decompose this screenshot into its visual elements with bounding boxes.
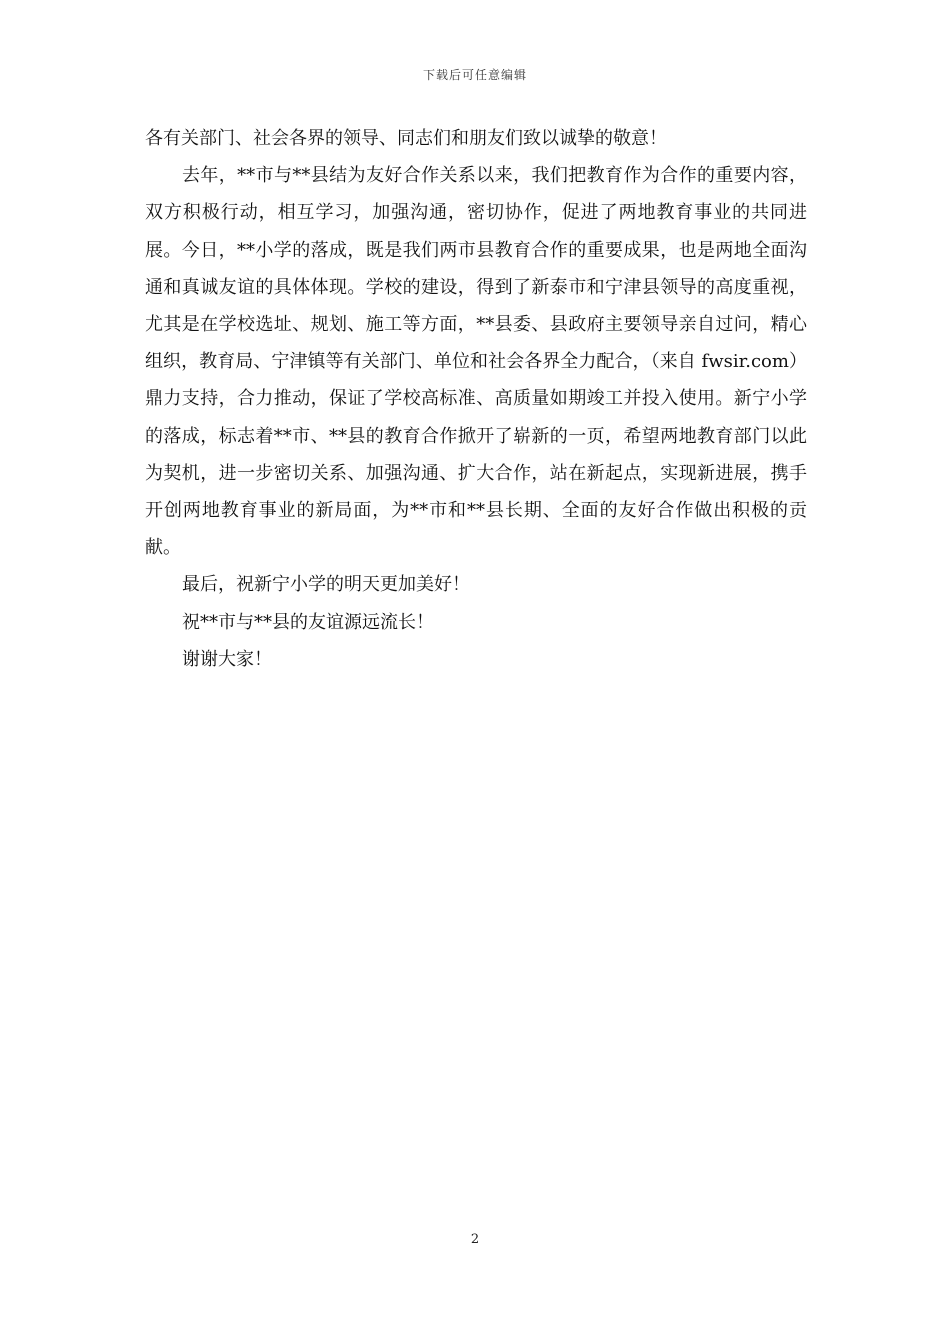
page-number: 2: [470, 1232, 480, 1247]
paragraph-closing-wish-friendship: 祝**市与**县的友谊源远流长！: [182, 611, 434, 633]
paragraph-thanks: 谢谢大家！: [182, 648, 272, 670]
paragraph-closing-wish-school: 最后，祝新宁小学的明天更加美好！: [182, 574, 470, 596]
page-header: 下载后可任意编辑: [422, 68, 527, 82]
paragraph-main-body: 去年，**市与**县结为友好合作关系以来，我们把教育作为合作的重要内容，双方积极行动，相互学习，加强沟通，密切协作，促进了两地教育事业的共同进展。今日，**小学的落成，既是我们两市县教育合作的重要成果，也是两地全面沟通和真诚友谊的具体体现。学校的建设，得到了新泰市和宁津县领导的高度重视，尤其是在学校选址、规划、施工等方面，**县委、县政府主要领导亲自过问，精心组织，教育局、宁津镇等有关部门、单位和社会各界全力配合，（来自 fwsir.com）鼎力支持，合力推动，保证了学校高标准、高质量如期竣工并投入使用。新宁小学的落成，标志着**市、**县的教育合作掀开了崭新的一页，希望两地教育部门以此为契机，进一步密切关系、加强沟通、扩大合作，站在新起点，实现新进展，携手开创两地教育事业的新局面，为**市和**县长期、全面的友好合作做出积极的贡献。: [145, 165, 807, 559]
paragraph-greeting-continuation: 各有关部门、社会各界的领导、同志们和朋友们致以诚挚的敬意！: [145, 128, 667, 149]
document-body: [145, 120, 807, 678]
